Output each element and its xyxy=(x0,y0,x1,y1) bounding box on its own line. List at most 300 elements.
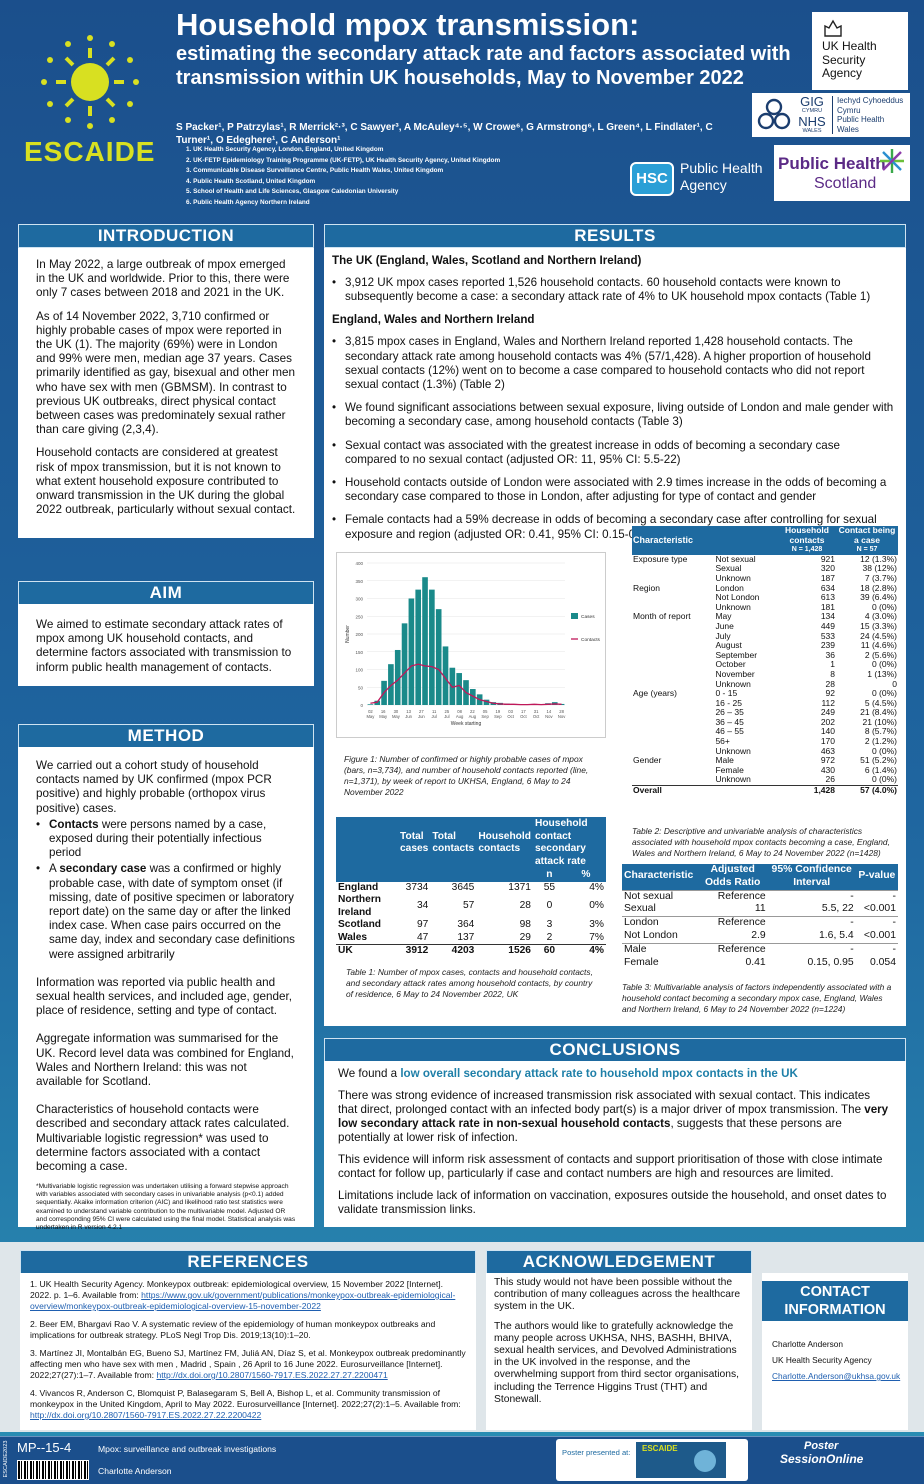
affiliation: 6. Public Health Agency Northern Ireland xyxy=(186,198,310,206)
table-cell: 1371 xyxy=(508,881,531,893)
table-cell: 1526 xyxy=(508,945,531,956)
table-cell: 36 xyxy=(825,649,835,660)
uk-findings xyxy=(332,276,894,304)
table-row xyxy=(632,737,898,747)
contact-panel xyxy=(762,1273,908,1430)
contact-email[interactable]: Charlotte.Anderson@ukhsa.gov.uk xyxy=(772,1371,901,1381)
table-cell: Not London xyxy=(624,929,678,941)
x-tick-label: May xyxy=(366,714,375,719)
table-cell: June xyxy=(715,620,734,631)
table-row xyxy=(336,894,606,919)
x-tick-label: 22 xyxy=(470,709,475,714)
table-cell: 430 xyxy=(820,764,835,775)
table-row xyxy=(622,903,898,916)
postersessiononline-logo xyxy=(780,1440,900,1480)
table-cell: 2 xyxy=(546,931,553,943)
table-2-header: Contact being a case xyxy=(838,525,896,545)
table-cell: Reference xyxy=(717,917,766,929)
references-heading: REFERENCES xyxy=(20,1250,476,1274)
table-1-subheader: % xyxy=(581,869,591,880)
table-cell: 11 (4.6%) xyxy=(860,640,897,651)
cases-contacts-chart xyxy=(337,553,605,737)
ack-paragraph: The authors would like to gratefully acknowledge the many people across UKHSA, NHS, BASHH, BHIVA, sexual health services, and Devolved Administrations in the UK involved in the response, and the overwhelming support from third sector organisations, including the Terrence Higgins Trust (THT) and Stonewall. xyxy=(494,1320,739,1405)
aim-heading: AIM xyxy=(18,581,314,605)
results-panel xyxy=(324,248,906,1026)
table-cell: 38 (12%) xyxy=(862,563,897,574)
table-row xyxy=(632,632,898,642)
reference-item xyxy=(30,1348,466,1381)
contact-org: UK Health Security Agency xyxy=(772,1355,872,1365)
table-1-header: Household contacts xyxy=(478,830,531,854)
table-cell: 239 xyxy=(820,640,835,651)
case-bar xyxy=(436,609,442,705)
table-cell xyxy=(632,708,714,718)
x-tick-label: Oct xyxy=(532,714,540,719)
table-cell: 39 (6.4%) xyxy=(860,592,897,603)
globe-icon xyxy=(694,1450,716,1472)
x-tick-label: 25 xyxy=(444,709,450,714)
legend-swatch-cases xyxy=(571,613,578,619)
case-bar xyxy=(422,577,428,705)
table-cell: 0 (0%) xyxy=(871,659,897,670)
table-cell: 47 xyxy=(416,931,429,943)
table-row xyxy=(632,593,898,603)
table-cell xyxy=(632,632,714,642)
table-cell: Unknown xyxy=(715,601,751,612)
table-cell: 1 xyxy=(830,659,835,670)
table-row xyxy=(622,957,898,970)
table-row xyxy=(632,584,898,594)
method-definitions xyxy=(36,818,296,962)
x-tick-label: 14 xyxy=(546,709,552,714)
table-cell: 29 xyxy=(519,931,531,943)
table-cell: 21 (10%) xyxy=(862,716,897,727)
table-cell: 98 xyxy=(519,919,531,930)
table-cell xyxy=(632,727,714,737)
table-cell: 181 xyxy=(820,601,835,612)
results-heading: RESULTS xyxy=(324,224,906,248)
table-cell: 921 xyxy=(820,553,835,564)
method-heading: METHOD xyxy=(18,724,314,748)
table-cell: - xyxy=(892,943,896,955)
table-cell: 2 (5.6%) xyxy=(864,649,897,660)
reference-item xyxy=(30,1279,466,1312)
table-cell: 0 - 15 xyxy=(715,688,738,699)
table-cell: London xyxy=(624,917,659,929)
table-cell: Sexual xyxy=(624,903,656,915)
intro-paragraph: In May 2022, a large outbreak of mpox emerged in the UK and worldwide. Prior to this, there were only 7 cases between 2018 and 2021 in the UK. xyxy=(36,258,290,300)
table-cell: 2.9 xyxy=(751,929,766,941)
affiliation: 3. Communicable Disease Surveillance Centre, Public Health Wales, United Kingdom xyxy=(186,167,444,175)
table-cell: 57 (4.0%) xyxy=(860,785,897,796)
table-3-header: Characteristic xyxy=(624,870,694,882)
table-cell: - xyxy=(850,890,854,902)
pso-line: Poster xyxy=(804,1440,839,1452)
table-1-header: Total contacts xyxy=(432,830,475,854)
table-row xyxy=(632,651,898,661)
ewni-findings xyxy=(332,335,894,541)
table-cell xyxy=(632,593,714,603)
table-cell: 7 (3.7%) xyxy=(864,572,897,583)
table-cell: 137 xyxy=(457,931,475,943)
table-cell: Wales xyxy=(338,931,368,943)
table-row xyxy=(336,932,606,945)
table-cell: Not sexual xyxy=(624,890,674,902)
poster-title: Household mpox transmission: xyxy=(176,7,640,42)
table-row xyxy=(632,670,898,680)
table-cell: - xyxy=(850,917,854,929)
table-row xyxy=(632,747,898,757)
table-row xyxy=(632,612,898,622)
x-tick-label: May xyxy=(391,714,400,719)
table-cell: 0 (0%) xyxy=(871,601,897,612)
y-tick-label: 200 xyxy=(355,632,363,637)
conclusion-bold: very low secondary attack rate in non-sexual household contacts xyxy=(338,1103,889,1130)
table-cell: August xyxy=(715,640,742,651)
table-cell: 15 (3.3%) xyxy=(860,620,897,631)
table-cell: 24 (4.5%) xyxy=(860,630,897,641)
ukhsa-line: Security xyxy=(822,52,866,67)
introduction-panel xyxy=(18,248,314,538)
escaide-wordmark: ESCAIDE xyxy=(24,136,156,167)
x-tick-label: 08 xyxy=(457,709,462,714)
ewni-subheading: England, Wales and Northern Ireland xyxy=(332,313,535,327)
table-cell: Month of report xyxy=(633,611,691,622)
table-cell: September xyxy=(715,649,758,660)
case-bar xyxy=(456,673,462,705)
table-cell: - xyxy=(850,943,854,955)
table-cell: Unknown xyxy=(715,572,751,583)
table-cell xyxy=(632,622,714,632)
table-3-caption: Table 3: Multivariable analysis of factors independently associated with a household contact becoming a secondary mpox case, England, Wales and Northern Ireland, 6 May to 24 November 2022 (n=1224) xyxy=(622,982,892,1014)
table-row xyxy=(632,689,898,699)
table-cell: UK xyxy=(338,945,353,956)
references-panel xyxy=(20,1273,476,1430)
table-row xyxy=(336,919,606,932)
introduction-heading: INTRODUCTION xyxy=(18,224,314,248)
table-2-header: Characteristic xyxy=(633,534,694,545)
table-cell: Not London xyxy=(715,592,760,603)
phw-logo xyxy=(752,93,910,137)
finding-item: • 3,815 mpox cases in England, Wales and Northern Ireland reported 1,428 household contacts. The secondary attack rate among household contacts was 4% (57/1,428). A higher proportion of household sexual contacts (12%) went on to become a case compared to household contacts who did not report sexual contact (1.3%) (Table 2) xyxy=(332,335,894,392)
method-footnote: *Multivariable logistic regression was undertaken utilising a forward stepwise approach with variables associated with secondary cases in univariable analysis (p<0.1) added sequentially. Akaike information criterion (AIC) and likelihood ratio test statistics were examined to understand variable contribution to the multivariable model. Adjusted OR and corresponding 95% CI were calculated using the final model. Statistical analysis was undertaken in R version 4.2.1 xyxy=(36,1183,296,1231)
x-tick-label: 27 xyxy=(419,709,424,714)
table-cell: 533 xyxy=(820,630,835,641)
conclusion-text: There was strong evidence of increased transmission risk associated with sexual contact. This indicates that direct, prolonged contact with an infected body part(s) is a major driver of mpox transmission. The xyxy=(338,1089,871,1116)
x-tick-label: Jun xyxy=(418,714,425,719)
figure-1 xyxy=(336,552,606,738)
table-row xyxy=(632,727,898,737)
table-cell: - xyxy=(892,917,896,929)
table-cell: Unknown xyxy=(715,678,751,689)
table-cell xyxy=(632,775,714,785)
phs-logo xyxy=(774,145,910,201)
y-tick-label: 250 xyxy=(355,614,363,620)
reference-link[interactable]: https://www.gov.uk/government/publications/monkeypox-outbreak-epidemiological-overview/monkeypox-outbreak-epidemiological-overview-15-november-2022 xyxy=(30,1290,456,1311)
y-tick-label: 350 xyxy=(355,578,363,584)
table-2-caption: Table 2: Descriptive and univariable analysis of characteristics associated with household mpox contacts becoming a case, England, Wales and Northern Ireland, 6 May to 24 November 2022 (n=1428) xyxy=(632,826,890,858)
table-1-header: Total cases xyxy=(400,830,429,854)
table-3 xyxy=(622,864,898,969)
pso-line: SessionOnline xyxy=(780,1452,864,1466)
table-cell: 0 (0%) xyxy=(871,688,897,699)
table-cell xyxy=(632,737,714,747)
conclusions-heading: CONCLUSIONS xyxy=(324,1038,906,1062)
phs-line: Scotland xyxy=(814,175,877,192)
table-cell: 4% xyxy=(589,881,604,893)
definition-text: were persons named by a case, exposed during their potentially infectious period xyxy=(49,817,267,860)
table-3-header: 95% Confidence Interval xyxy=(771,864,852,888)
legend-label: Cases xyxy=(581,615,595,620)
method-paragraph: Aggregate information was summarised for the UK. Record level data was combined for England, Wales and Northern Ireland: this was not available for Scotland. xyxy=(36,1032,294,1089)
table-2-header: N = 1,428 xyxy=(791,546,823,554)
table-cell xyxy=(632,641,714,651)
table-3-body xyxy=(622,890,898,969)
ukhsa-line: UK Health xyxy=(822,39,877,53)
table-cell: 249 xyxy=(820,707,835,718)
reference-text: 1. UK Health Security Agency. Monkeypox outbreak: epidemiological overview, 15 November 2022 [Internet]. 2022. p. 1–6. Available from: xyxy=(30,1279,444,1300)
table-cell: 320 xyxy=(820,563,835,574)
x-tick-label: 28 xyxy=(559,709,564,714)
x-tick-label: 11 xyxy=(431,709,437,714)
table-cell: 0 xyxy=(892,678,897,689)
acknowledgement-panel xyxy=(486,1273,752,1430)
table-cell: 34 xyxy=(416,900,429,912)
table-cell: Male xyxy=(624,943,647,955)
table-row xyxy=(336,882,606,895)
y-tick-label: 300 xyxy=(355,596,363,602)
table-cell: - xyxy=(892,890,896,902)
uk-subheading: The UK (England, Wales, Scotland and Northern Ireland) xyxy=(332,254,642,267)
table-row xyxy=(632,574,898,584)
table-cell: 51 (5.2%) xyxy=(860,755,897,766)
definition-item xyxy=(36,862,296,961)
table-row xyxy=(632,699,898,709)
finding-item: • Household contacts outside of London were associated with 2.9 times increase in the odds of becoming a secondary case compared to those in London, after adjusting for type of contact and gender xyxy=(332,476,894,504)
table-cell: 46 – 55 xyxy=(715,726,744,737)
table-cell: 3% xyxy=(589,919,604,930)
footer-side-label: ESCAIDE2023 xyxy=(3,1440,9,1478)
affiliation: 2. UK-FETP Epidemiology Training Programme (UK-FETP), UK Health Security Agency, United Kingdom xyxy=(186,156,501,164)
conclusion-text: We found a xyxy=(338,1067,401,1080)
table-cell: 7% xyxy=(589,931,604,943)
table-row xyxy=(632,708,898,718)
x-tick-label: 05 xyxy=(482,709,488,714)
table-cell: 8 xyxy=(830,668,835,679)
table-row xyxy=(622,943,898,956)
y-tick-label: 100 xyxy=(355,667,363,673)
affiliations xyxy=(186,145,656,209)
table-cell: 55 xyxy=(543,881,556,893)
table-cell xyxy=(632,564,714,574)
x-tick-label: Aug xyxy=(468,714,477,719)
table-cell: 4203 xyxy=(451,945,475,956)
x-tick-label: 19 xyxy=(495,709,501,714)
table-cell: 202 xyxy=(820,716,835,727)
x-tick-label: Jun xyxy=(405,714,413,719)
reference-text: 2. Beer EM, Bhargavi Rao V. A systematic review of the epidemiology of human monkeypox outbreaks and implications for outbreak strategy. PLoS Negl Trop Dis. 2019;13(10):1–20. xyxy=(30,1319,436,1340)
table-cell: 1 (13%) xyxy=(867,668,897,679)
aim-text: We aimed to estimate secondary attack rates of mpox among UK household contacts, and determine factors associated with transmission to inform public health management of contacts. xyxy=(36,618,292,674)
knot-icon xyxy=(756,97,792,133)
table-cell: <0.001 xyxy=(863,903,896,915)
escaide-badge-text: ESCAIDE xyxy=(642,1444,678,1453)
x-tick-label: May xyxy=(379,714,388,719)
reference-item xyxy=(30,1319,466,1341)
footer-presenter: Charlotte Anderson xyxy=(98,1466,172,1476)
table-cell: 0% xyxy=(589,900,604,912)
intro-paragraph: Household contacts are considered at greatest risk of mpox transmission, but it is not known to what extent household exposure contributed to onward transmission in the UK during the global 2022 outbreak, particularly without sexual contact. xyxy=(36,446,296,517)
x-tick-label: Oct xyxy=(507,714,514,719)
table-cell xyxy=(632,651,714,661)
table-cell: Reference xyxy=(717,890,766,902)
table-cell: 36 – 45 xyxy=(715,716,744,727)
affiliation: 5. School of Health and Life Sciences, Glasgow Caledonian University xyxy=(186,188,399,196)
crest-icon xyxy=(822,18,844,38)
pha-line: Public Health xyxy=(680,160,763,176)
footer-track: Mpox: surveillance and outbreak investigations xyxy=(98,1444,277,1454)
table-cell: 140 xyxy=(820,726,835,737)
case-bar xyxy=(409,599,415,706)
table-cell: 1,428 xyxy=(813,785,835,796)
case-bar xyxy=(402,623,408,705)
reference-link[interactable]: http://dx.doi.org/10.2807/1560-7917.ES.2022.27.27.2200471 xyxy=(156,1370,388,1380)
affiliation: 1. UK Health Security Agency, London, England, United Kingdom xyxy=(186,146,384,153)
method-paragraph: We carried out a cohort study of household contacts named by UK confirmed (mpox PCR positive) and highly probable (orthopox virus positive) cases. xyxy=(36,759,272,815)
method-paragraph: Information was reported via public health and sexual health services, and included age, gender, place of residence, setting and type of contact. xyxy=(36,975,293,1018)
table-row xyxy=(632,641,898,651)
presented-at-label: Poster presented at: xyxy=(562,1448,631,1457)
case-bar xyxy=(368,704,374,705)
table-cell xyxy=(632,718,714,728)
table-cell: 26 – 35 xyxy=(715,707,744,718)
phw-line: Cymru xyxy=(837,105,861,115)
table-cell: 57 xyxy=(462,900,475,912)
table-cell: Region xyxy=(633,582,660,593)
table-row xyxy=(632,775,898,785)
reference-link[interactable]: http://dx.doi.org/10.2807/1560-7917.ES.2022.27.22.2200422 xyxy=(30,1410,262,1420)
table-cell: Scotland xyxy=(338,919,382,930)
table-cell: 26 xyxy=(825,774,835,785)
nhs-text: NHS xyxy=(798,114,826,129)
ack-paragraph: This study would not have been possible without the contribution of many colleagues across the healthcare system in the UK. xyxy=(494,1277,741,1313)
y-axis-label: Number xyxy=(345,625,351,643)
table-row xyxy=(632,660,898,670)
conclusion-text: , suggests that these persons are potentially at lower risk of infection. xyxy=(338,1117,842,1144)
table-cell: 92 xyxy=(825,688,835,699)
table-cell: 170 xyxy=(820,736,835,747)
finding-item: • Sexual contact was associated with the greatest increase in odds of becoming a secondary case compared to no sexual contact (adjusted OR: 11, 95% CI: 5.5-22) xyxy=(332,439,894,467)
x-tick-label: 16 xyxy=(380,709,386,714)
table-row xyxy=(632,756,898,766)
table-2-body xyxy=(632,555,898,796)
method-panel xyxy=(18,747,314,1231)
phw-line: Wales xyxy=(837,124,859,134)
aim-panel xyxy=(18,604,314,686)
table-row xyxy=(632,786,898,796)
conclusions-panel xyxy=(324,1061,906,1227)
table-row xyxy=(632,766,898,776)
conclusion-lead xyxy=(338,1067,892,1081)
x-tick-label: Nov xyxy=(545,714,553,719)
x-tick-label: 17 xyxy=(521,709,526,714)
hsc-badge: HSC xyxy=(630,162,674,196)
x-tick-label: 02 xyxy=(368,709,373,714)
table-cell xyxy=(632,766,714,776)
x-tick-label: Jul xyxy=(431,714,437,719)
table-row xyxy=(622,917,898,930)
y-tick-label: 150 xyxy=(355,649,363,655)
table-2-header: N = 57 xyxy=(856,546,878,554)
table-cell: 0 (0%) xyxy=(871,745,897,756)
x-axis-label: Week starting xyxy=(450,721,482,727)
table-cell xyxy=(632,699,714,709)
presented-at-box xyxy=(556,1439,748,1481)
table-row xyxy=(336,945,606,958)
table-3-header: Adjusted Odds Ratio xyxy=(704,864,761,888)
hsc-logo xyxy=(630,160,766,200)
finding-item: • Female contacts had a 59% decrease in odds of becoming a secondary case after controlling for sexual exposure and region (adjusted OR: 0.41, 95% CI: 0.15-0.95) xyxy=(332,513,894,541)
table-cell: <0.001 xyxy=(863,929,896,941)
finding-item: • 3,912 UK mpox cases reported 1,526 household contacts. 60 household contacts were known to subsequently become a case: a secondary attack rate of 4% to UK household mpox contacts (Table 1) xyxy=(332,276,894,304)
case-bar xyxy=(429,590,435,705)
table-row xyxy=(622,890,898,903)
gig-text: GIG xyxy=(800,94,824,109)
table-cell: Overall xyxy=(633,785,662,796)
table-cell: 972 xyxy=(820,755,835,766)
table-cell: Northern Ireland xyxy=(338,894,382,918)
conclusion-paragraph xyxy=(338,1089,892,1145)
x-tick-label: 31 xyxy=(533,709,539,714)
table-cell: 2 (1.2%) xyxy=(864,736,897,747)
definition-term: Contacts xyxy=(49,817,99,831)
table-cell: 3734 xyxy=(405,881,429,893)
x-tick-label: 30 xyxy=(393,709,399,714)
sparkle-icon xyxy=(878,147,906,175)
table-cell: November xyxy=(715,668,755,679)
affiliation: 4. Public Health Scotland, United Kingdom xyxy=(186,177,316,185)
table-row xyxy=(632,555,898,565)
table-cell: 0.15, 0.95 xyxy=(807,956,854,968)
table-cell: 56+ xyxy=(715,736,730,747)
table-cell: 3912 xyxy=(405,945,429,956)
table-cell: Male xyxy=(715,755,734,766)
table-cell: Exposure type xyxy=(633,553,688,564)
contact-name: Charlotte Anderson xyxy=(772,1339,844,1349)
table-cell: Female xyxy=(624,956,659,968)
table-cell: 5.5, 22 xyxy=(821,903,854,915)
table-cell: 4 (3.0%) xyxy=(864,611,897,622)
table-cell: 16 - 25 xyxy=(715,697,742,708)
table-1-subheader: n xyxy=(546,869,553,880)
escaide-badge xyxy=(636,1442,726,1478)
finding-item: • We found significant associations between sexual exposure, living outside of London and male gender with becoming a secondary case, among household contacts (Table 3) xyxy=(332,401,894,429)
author-list: S Packer¹, P Patrzylas¹, R Merrick²·³, C Sawyer³, A McAuley⁴·⁵, W Crowe⁶, G Armstrong⁶, L Green⁴, L Findlater¹, C Turner¹, O Edeghere¹, C Anderson¹ xyxy=(176,122,713,146)
y-tick-label: 0 xyxy=(360,703,363,708)
x-tick-label: Sep xyxy=(494,714,502,719)
table-row xyxy=(622,930,898,943)
reference-item xyxy=(30,1388,466,1421)
table-cell: 364 xyxy=(457,919,475,930)
table-1-caption: Table 1: Number of mpox cases, contacts and household contacts, and secondary attack rates among household contacts, by country of residence, 6 May to 24 November 2022, UK xyxy=(346,967,593,999)
table-cell: 28 xyxy=(519,900,531,912)
x-tick-label: Oct xyxy=(520,714,527,719)
definition-item xyxy=(36,818,296,861)
table-cell: 1.6, 5.4 xyxy=(819,929,854,941)
cymru-text: CYMRU xyxy=(801,108,823,114)
table-cell: May xyxy=(715,611,732,622)
figure-1-caption: Figure 1: Number of confirmed or highly probable cases of mpox (bars, n=3,734), and number of household contacts reported (line, n=1,371), by week of report to UKHSA, England, 6 May to 24 November 2022 xyxy=(344,754,589,797)
